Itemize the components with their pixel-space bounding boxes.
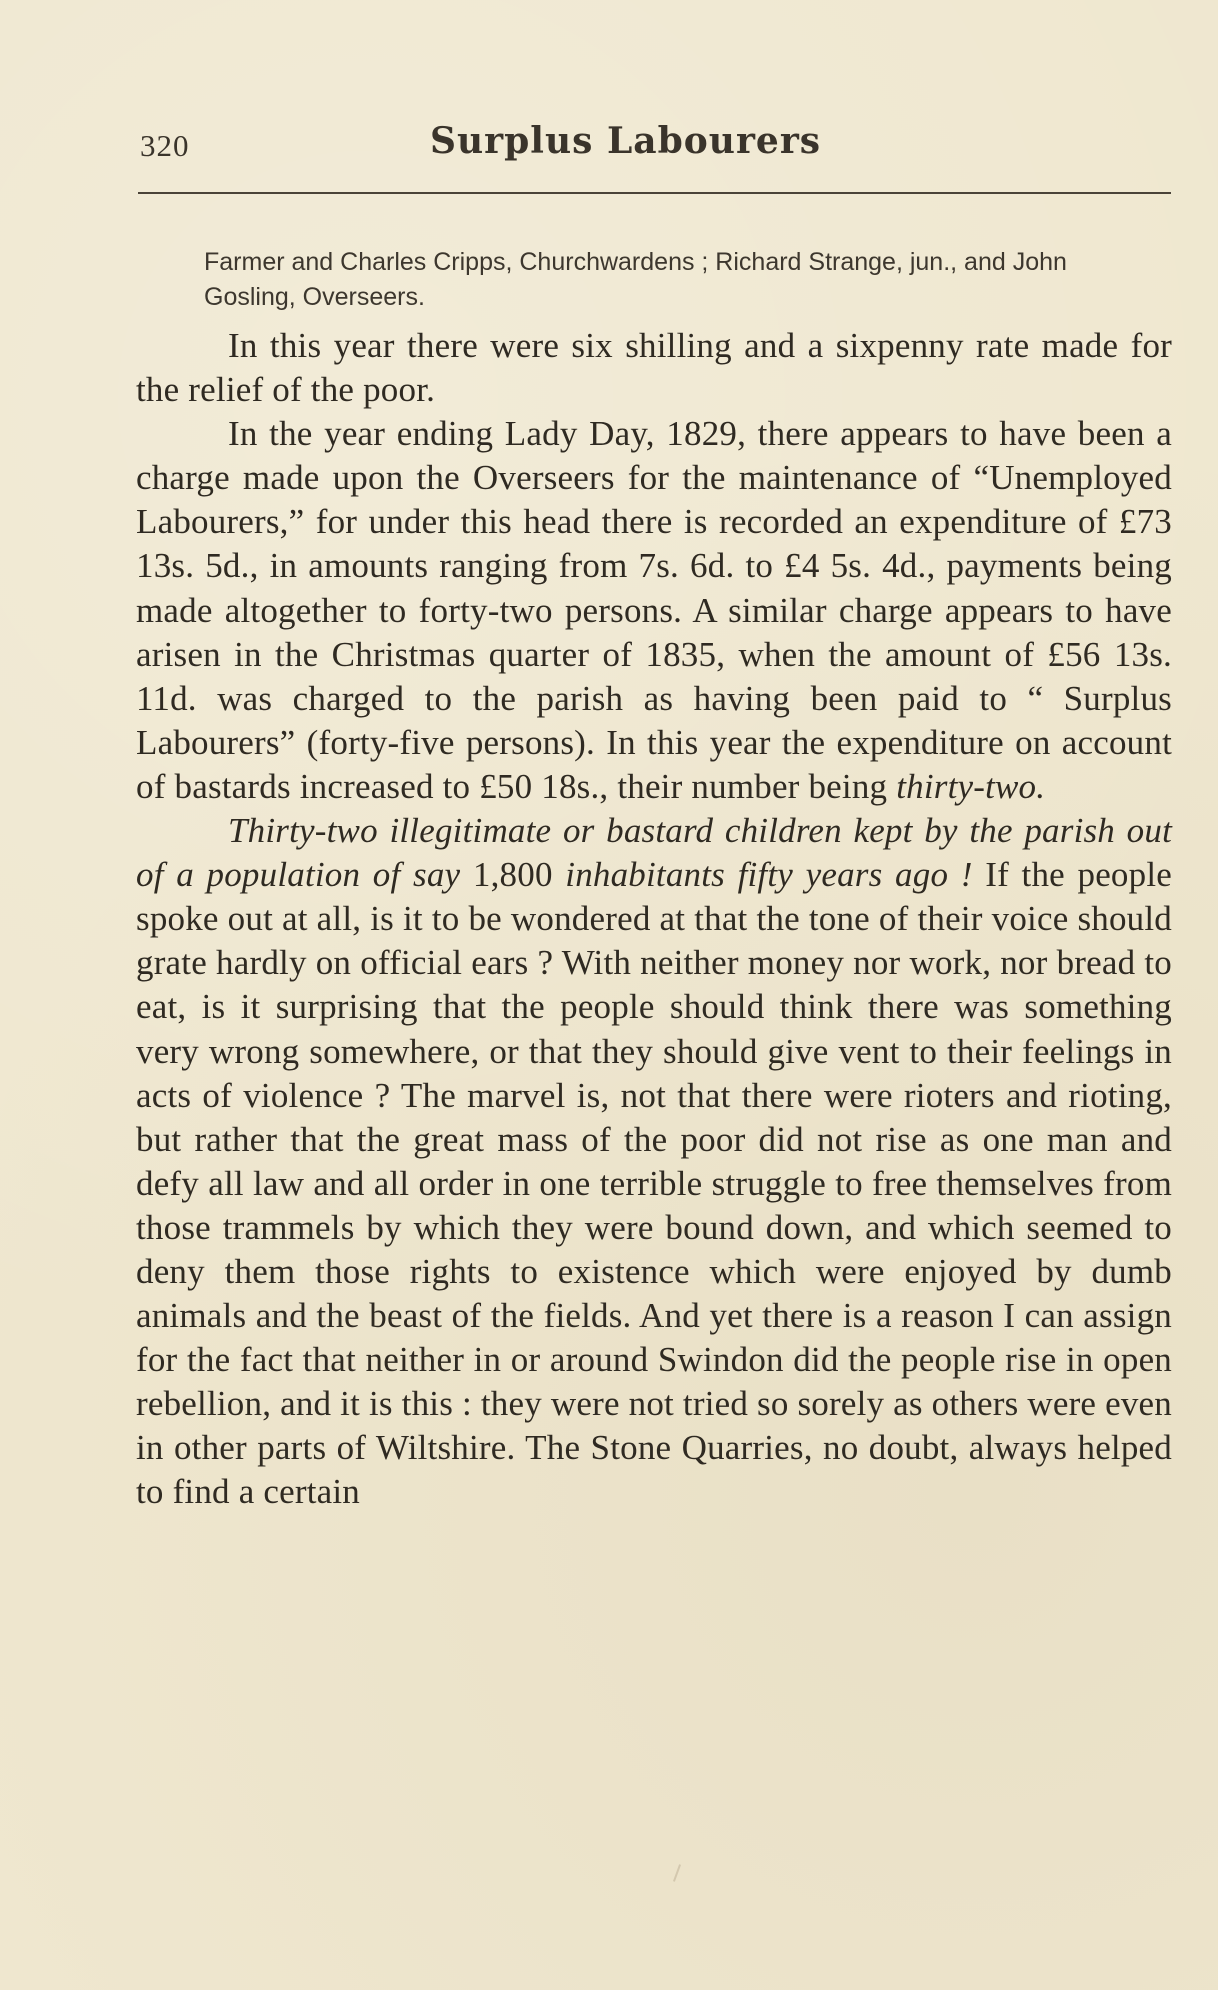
paragraph-3 <box>136 809 1172 1515</box>
paragraph-2-main-text: In the year ending Lady Day, 1829, there appears to have been a charge made upon the Overseers for the maintenance of “Unemployed Labourers,” for under this head there is recorded an expenditure of £73 13s. 5d., in amounts ranging from 7s. 6d. to £4 5s. 4d., payments being made altogether to forty-two persons. A similar charge appears to have arisen in the Christmas quarter of 1835, when the amount of £56 13s. 11d. was charged to the parish as having been paid to “ Surplus Labourers” (forty-five persons). In this year the expenditure on account of bastards increased to £50 18s., their number being <box>136 414 1172 806</box>
paragraph-2 <box>136 412 1172 809</box>
footnote-text: Farmer and Charles Cripps, Churchwardens ; Richard Strange, jun., and John Gosling, Overseers. <box>204 248 1067 311</box>
paragraph-3-main-text: If the people spoke out at all, is it to be wondered at that the tone of their voice should grate hardly on official ears ? With neither money nor work, nor bread to eat, is it surprising that the people should think there was something very wrong somewhere, or that they should give vent to their feelings in acts of violence ? The marvel is, not that there were rioters and rioting, but rather that the great mass of the poor did not rise as one man and defy all law and all order in one terrible struggle to free themselves from those trammels by which they were bound down, and which seemed to deny them those rights to existence which were enjoyed by dumb animals and the beast of the fields. And yet there is a reason I can assign for the fact that neither in or around Swindon did the people rise in open rebellion, and it is this : they were not tried so sorely as others were even in other parts of Wiltshire. The Stone Quarries, no doubt, always helped to find a certain <box>136 855 1172 1512</box>
paragraph-2-italic-ending: thirty-two. <box>896 766 1046 806</box>
running-title: Surplus Labourers <box>430 120 822 162</box>
page-number: 320 <box>140 128 190 163</box>
paragraph-3-italic-opening: Thirty-two illegitimate or bastard children kept by the parish out of a population of say <box>136 811 1172 895</box>
paragraph-3-italic-phrase: inhabitants fifty years ago ! <box>565 855 973 895</box>
paper-mark <box>673 1864 681 1882</box>
paragraph-3-population-number: 1,800 <box>472 855 553 895</box>
main-text <box>136 324 1172 1515</box>
paragraph-1: In this year there were six shilling and a sixpenny rate made for the relief of the poor. <box>136 326 1172 410</box>
header-rule <box>138 192 1171 194</box>
